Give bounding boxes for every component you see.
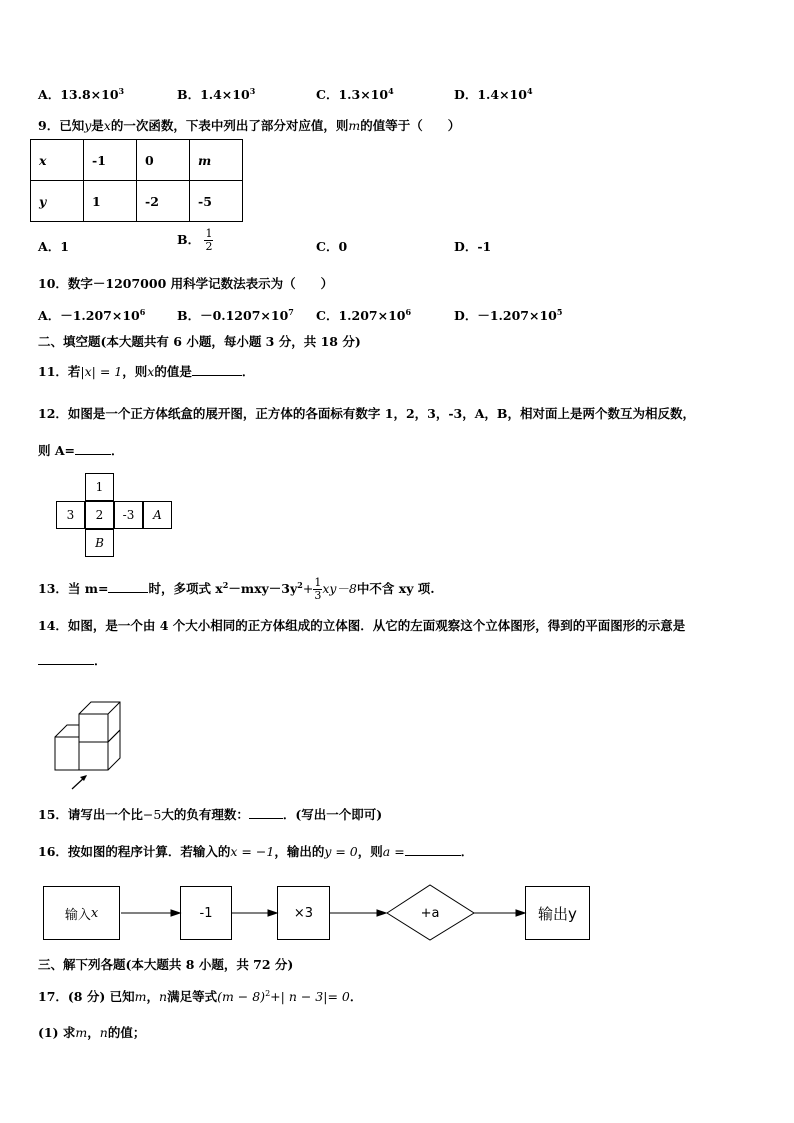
cube-stack-figure xyxy=(50,692,130,790)
q14-stem: 14．如图，是一个由 4 个大小相同的正方体组成的立体图．从它的左面观察这个立体图形，得到的平面图形的示意是 xyxy=(38,618,686,633)
q8-option-c: C．$1.3\times 10^4$ xyxy=(316,86,394,102)
q16-stem: 16．按如图的程序计算．若输入的x = −1，输出的y = 0，则a = ． xyxy=(38,844,474,859)
table-cell: x xyxy=(31,140,84,181)
q10-stem: 10．数字－1207000 用科学记数法表示为（ ） xyxy=(38,276,334,291)
flow-input-box: 输入 x xyxy=(43,886,120,940)
flow-step-add-label: +a xyxy=(420,905,440,921)
net-face: 2 xyxy=(85,501,114,529)
net-face: 1 xyxy=(85,473,114,501)
fraction: $\frac{1}{2}$ xyxy=(205,227,213,253)
flow-step-subtract: -1 xyxy=(180,886,232,940)
table-row xyxy=(31,181,243,222)
q9-option-b: B． $\frac{1}{2}$ xyxy=(177,227,213,253)
section-heading-fill-in: 二、填空题(本大题共有 6 小题，每小题 3 分，共 18 分) xyxy=(38,334,361,349)
q14-stem-line2: ． xyxy=(38,651,107,669)
flow-connectors xyxy=(0,880,794,946)
table-cell: 1 xyxy=(84,181,137,222)
net-face: B xyxy=(85,529,114,557)
q9-option-c: C．0 xyxy=(316,239,348,254)
table-cell: 0 xyxy=(137,140,190,181)
q11-stem: 11．若|x| = 1，则x的值是 ． xyxy=(38,364,255,379)
q10-option-a: A．$-1.207\times 10^6$ xyxy=(38,307,146,323)
flow-output-box: 输出y xyxy=(525,886,590,940)
net-face: A xyxy=(143,501,172,529)
q10-option-d: D．$-1.207\times 10^5$ xyxy=(454,307,563,323)
q8-option-a: A．$13.8\times 10^3$ xyxy=(38,86,125,102)
q12-stem: 12．如图是一个正方体纸盒的展开图，正方体的各面标有数字 1，2，3，-3，A，B，相对面上是两个数互为相反数， xyxy=(38,406,695,421)
table-cell: -2 xyxy=(137,181,190,222)
view-direction-arrow-icon xyxy=(72,775,87,789)
table-cell: y xyxy=(31,181,84,222)
table-cell: m xyxy=(190,140,243,181)
q8-option-b: B．$1.4\times 10^3$ xyxy=(177,86,256,102)
table-row xyxy=(31,140,243,181)
flow-step-multiply: ×3 xyxy=(277,886,330,940)
table-cell: -5 xyxy=(190,181,243,222)
q10-option-c: C．$1.207\times 10^6$ xyxy=(316,307,412,323)
answer-blank[interactable] xyxy=(75,442,111,455)
answer-blank[interactable] xyxy=(405,843,461,856)
net-face: 3 xyxy=(56,501,85,529)
q15-stem: 15．请写出一个比−5大的负有理数： ．(写出一个即可) xyxy=(38,807,383,822)
q9-value-table xyxy=(30,139,243,222)
table-cell: -1 xyxy=(84,140,137,181)
section-heading-solutions: 三、解下列各题(本大题共 8 小题，共 72 分) xyxy=(38,957,294,972)
q17-stem: 17．(8 分) 已知m，n满足等式$(m - 8)^2+|$ n − 3|= 0． xyxy=(38,989,363,1004)
answer-blank[interactable] xyxy=(249,806,283,819)
fraction: $\frac{1}{3}$ xyxy=(314,576,322,602)
q13-stem: 13．当 m= 时，多项式 $x^2-mxy-3y^2+$ $\frac{1}{3}$ xy－8中不含 xy 项. xyxy=(38,576,435,602)
q17-subquestion-1: (1) 求m，n的值； xyxy=(38,1025,146,1040)
q9-option-a: A．1 xyxy=(38,239,69,254)
q9-stem: 9．已知y是x的一次函数，下表中列出了部分对应值，则m的值等于（ ） xyxy=(38,118,461,133)
answer-blank[interactable] xyxy=(38,652,94,665)
answer-blank[interactable] xyxy=(192,363,242,376)
q9-option-d: D．-1 xyxy=(454,239,492,254)
answer-blank[interactable] xyxy=(108,580,148,593)
q8-option-d: D．$1.4\times 10^4$ xyxy=(454,86,533,102)
q12-stem-line2: 则 A= ． xyxy=(38,443,124,458)
q10-option-b: B．$-0.1207\times 10^7$ xyxy=(177,307,294,323)
net-face: -3 xyxy=(114,501,143,529)
